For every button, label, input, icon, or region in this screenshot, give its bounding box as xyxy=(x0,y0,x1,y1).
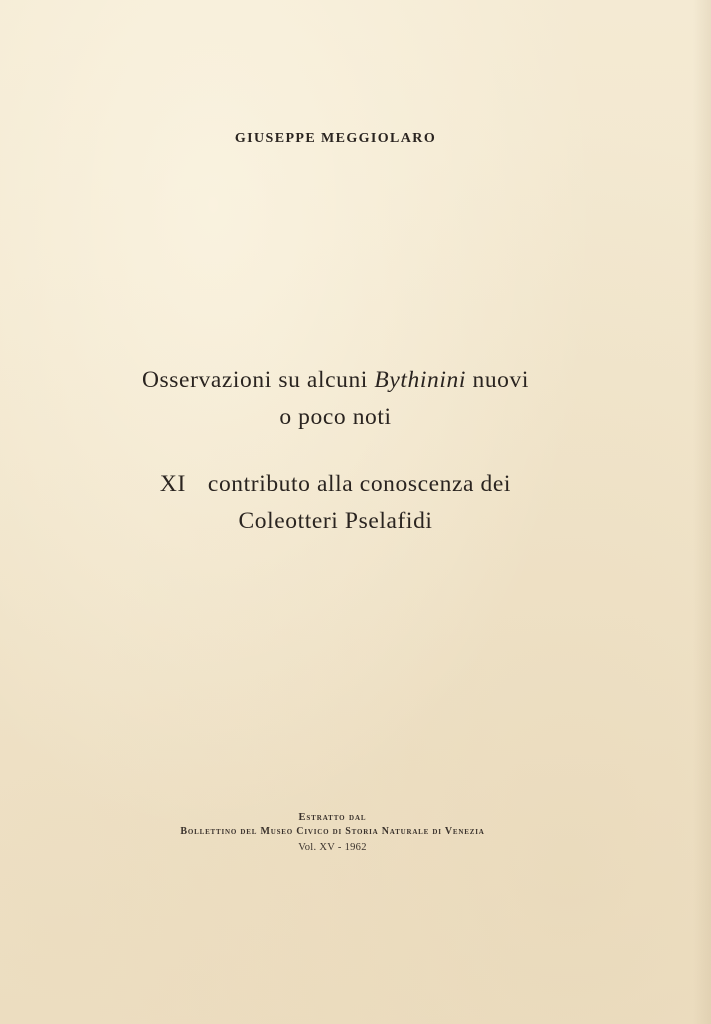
title-line-1-suffix: nuovi xyxy=(472,367,529,393)
imprint-volume-year: Vol. XV - 1962 xyxy=(298,842,367,853)
subtitle-line-2: Coleotteri Pselafidi xyxy=(238,508,433,534)
title-line-2: o poco noti xyxy=(279,404,392,430)
imprint-journal-name: Bollettino del Museo Civico di Storia Naturale di Venezia xyxy=(180,826,485,837)
imprint-extract-label: Estratto dal xyxy=(298,812,367,823)
author-name: GIUSEPPE MEGGIOLARO xyxy=(234,131,437,146)
title-line-1 xyxy=(0,362,671,398)
subtitle-line-1 xyxy=(0,466,671,502)
title-line-1-prefix: Osservazioni su alcuni xyxy=(141,367,368,393)
title-taxon-italic: Bythinini xyxy=(374,367,466,393)
contribution-number: XI xyxy=(159,471,186,497)
subtitle-line-1-text: contributo alla conoscenza dei xyxy=(207,471,512,497)
